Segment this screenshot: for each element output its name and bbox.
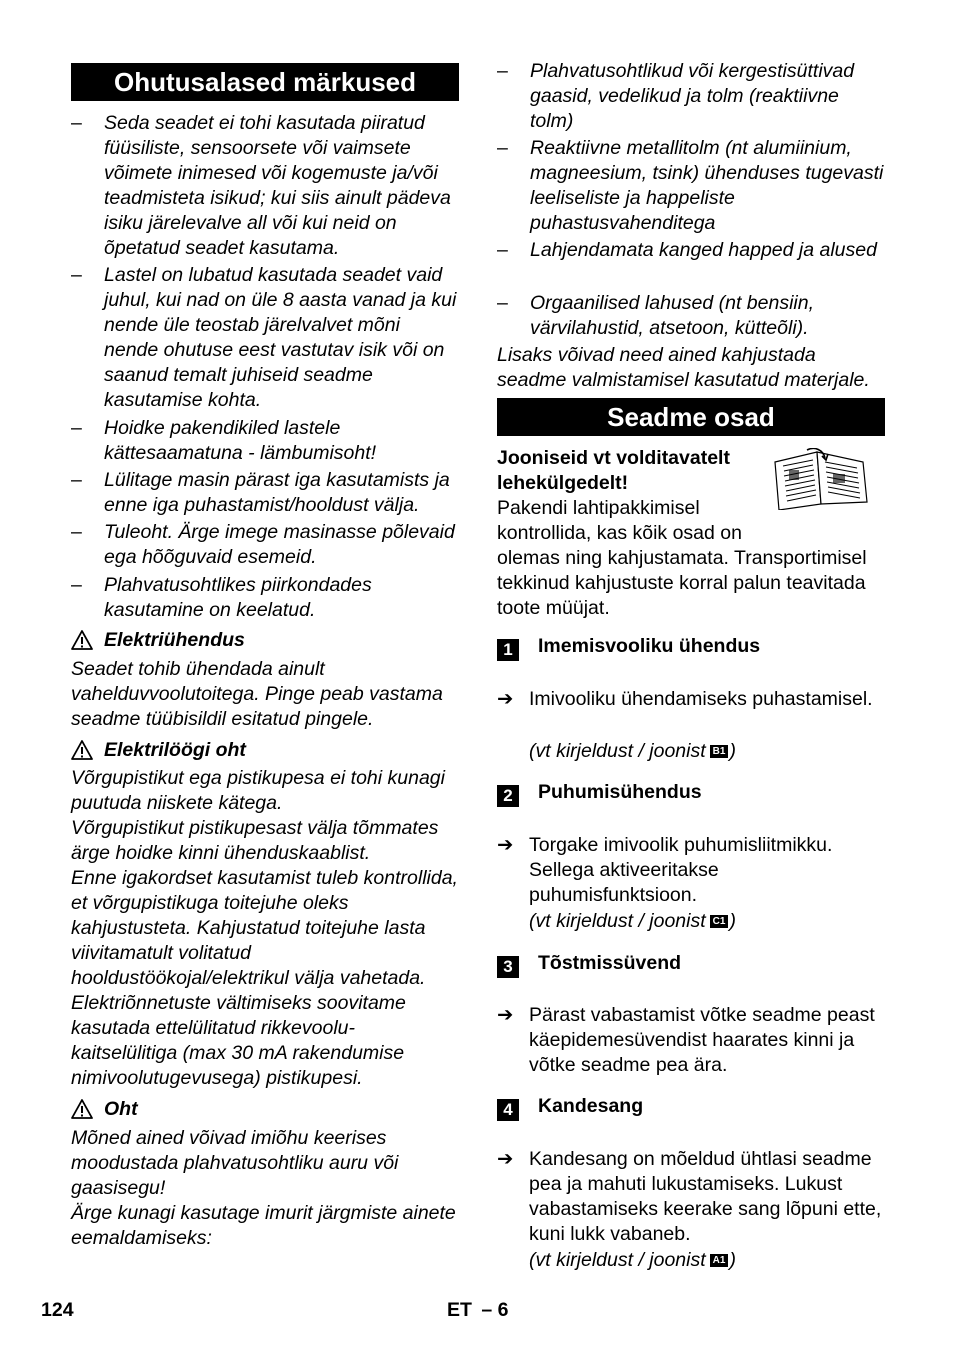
dash-marker: – bbox=[497, 137, 508, 159]
intro-text: Pakendi lahtipakkimisel kontrollida, kas kõik osad on olemas ning kahjustamata. Transportimisel tekkinud kahjustuste korral palun teavitada toote müüjat. bbox=[497, 496, 885, 621]
warning-text-electrical: Seadet tohib ühendada ainult vahelduvvoolutoitega. Pinge peab vastama seadme tüübisildil esitatud pingele. bbox=[71, 658, 443, 730]
figure-badge: B1 bbox=[710, 745, 729, 758]
part-number-1: 1 bbox=[497, 639, 519, 661]
part-title-2: Puhumisühendus bbox=[538, 781, 702, 803]
safety-item-text: Seda seadet ei tohi kasutada piiratud füüsiliste, sensoorsete või vaimsete võimete inimesed või kogemuste ja/või teadmisteta isikud; kui siis ainult pädeva isiku järelevalve all või kui neid on õpetatud seadet kasutama. bbox=[104, 112, 451, 259]
section-heading-safety: Ohutusalased märkused bbox=[71, 63, 459, 101]
dash-marker: – bbox=[497, 60, 508, 82]
dash-marker: – bbox=[497, 239, 508, 261]
warning-triangle-icon bbox=[71, 740, 93, 760]
substance-item-text: Reaktiivne metallitolm (nt alumiinium, magneesium, tsink) ühenduses tugevasti leeliseliste ja happeliste puhastusvahenditega bbox=[530, 137, 884, 234]
dash-marker: – bbox=[71, 521, 82, 543]
warning-text-shock: Võrgupistikut ega pistikupesa ei tohi kunagi puutuda niiskete kätega. Võrgupistikut pistikupesast välja tõmmates ärge hoidke kinni ühenduskaablist. Enne igakordset kasutamist tuleb kontrollida, et võrgupistikuga toitejuhe oleks kahjustusteta. Kahjustatud toitejuhe lasta viivitamatult volitatud hooldustöökojal/elektrikul välja vahetada. Elektriõnnetuste vältimiseks soovitame kasutada ettelülitatud rikkevoolu-kaitselülitiga (max 30 mA rakendumise nimivoolutugevusega) pistikupesi. bbox=[71, 767, 458, 1089]
footer-section: ET – 6 bbox=[447, 1299, 509, 1321]
page-number: 124 bbox=[41, 1299, 74, 1321]
figure-badge: A1 bbox=[710, 1254, 729, 1267]
safety-item-text: Plahvatusohtlikes piirkondades kasutamine on keelatud. bbox=[104, 574, 372, 621]
part-number-3: 3 bbox=[497, 956, 519, 978]
safety-item-text: Lastel on lubatud kasutada seadet vaid juhul, kui nad on üle 8 aasta vanad ja kui nende üle teostab järelvalvet mõni nende ohutuse eest vastutav isik või on saanud temalt juhiseid seadme kasutamise kohta. bbox=[104, 264, 457, 411]
warning-title-shock: Elektrilöögi oht bbox=[71, 738, 459, 763]
part-number-2: 2 bbox=[497, 785, 519, 807]
part-title-1: Imemisvooliku ühendus bbox=[538, 635, 761, 657]
warning-text-danger: Mõned ained võivad imiõhu keerises moodustada plahvatusohtliku auru või gaasisegu! Ärge kunagi kasutage imurit järgmiste ainete eemaldamiseks: bbox=[71, 1127, 456, 1249]
dash-marker: – bbox=[71, 574, 82, 596]
part-title-3: Tõstmissüvend bbox=[538, 952, 682, 974]
section-heading-parts: Seadme osad bbox=[497, 398, 885, 436]
part-ref-2: (vt kirjeldust / joonist C1 ) bbox=[529, 910, 736, 932]
part-ref-1: (vt kirjeldust / joonist B1 ) bbox=[529, 740, 736, 762]
warning-title-electrical: Elektriühendus bbox=[71, 628, 459, 653]
dash-marker: – bbox=[71, 417, 82, 439]
part-number-4: 4 bbox=[497, 1099, 519, 1121]
part-ref-4: (vt kirjeldust / joonist A1 ) bbox=[529, 1249, 736, 1271]
warning-title-danger: Oht bbox=[71, 1097, 459, 1122]
arrow-icon: ➔ bbox=[497, 1004, 514, 1026]
substance-item-text: Lahjendamata kanged happed ja alused bbox=[530, 239, 877, 261]
figure-badge: C1 bbox=[710, 915, 729, 928]
warning-triangle-icon bbox=[71, 1099, 93, 1119]
dash-marker: – bbox=[71, 264, 82, 286]
dash-marker: – bbox=[497, 292, 508, 314]
arrow-icon: ➔ bbox=[497, 688, 514, 710]
safety-item-text: Lülitage masin pärast iga kasutamists ja enne iga puhastamist/hooldust välja. bbox=[104, 469, 450, 516]
substance-item-text: Plahvatusohtlikud või kergestisüttivad gaasid, vedelikud ja tolm (reaktiivne tolm) bbox=[530, 60, 855, 132]
safety-item-text: Hoidke pakendikiled lastele kättesaamatuna - lämbumisoht! bbox=[104, 417, 377, 464]
safety-item-text: Tuleoht. Ärge imege masinasse põlevaid ega hõõguvaid esemeid. bbox=[104, 521, 455, 568]
substance-item-text: Orgaanilised lahused (nt bensiin, värvilahustid, atsetoon, kütteõli). bbox=[530, 292, 815, 339]
dash-marker: – bbox=[71, 112, 82, 134]
dash-marker: – bbox=[71, 469, 82, 491]
warning-triangle-icon bbox=[71, 630, 93, 650]
intro-bold: Jooniseid vt volditavatelt lehekülgedelt! bbox=[497, 447, 730, 494]
substance-note: Lisaks võivad need ained kahjustada seadme valmistamisel kasutatud materjale. bbox=[497, 344, 870, 391]
arrow-icon: ➔ bbox=[497, 834, 514, 856]
arrow-icon: ➔ bbox=[497, 1148, 514, 1170]
float-spacer bbox=[750, 496, 885, 546]
part-title-4: Kandesang bbox=[538, 1095, 644, 1117]
